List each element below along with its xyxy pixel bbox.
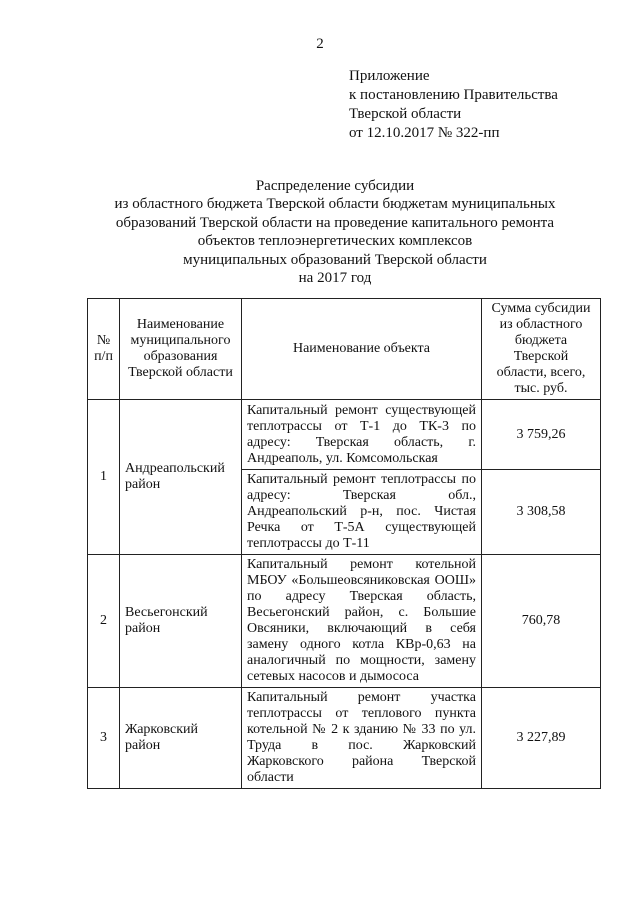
header-object: Наименование объекта bbox=[242, 299, 482, 400]
table-header-row bbox=[88, 299, 601, 400]
title-line: объектов теплоэнергетических комплексов bbox=[197, 233, 473, 250]
row-object: Капитальный ремонт участка теплотрассы от теплового пункта котельной № 2 к зданию № 33 по ул. Труда в пос. Жарковский Жарковского района Тверской области bbox=[242, 688, 482, 789]
header-num: № п/п bbox=[88, 299, 120, 400]
row-municipality: Весьегонский район bbox=[120, 555, 242, 688]
title-line: на 2017 год bbox=[298, 270, 372, 287]
header-sum: Сумма субсидии из областного бюджета Тверской области, всего, тыс. руб. bbox=[482, 299, 601, 400]
title-line: Распределение субсидии bbox=[255, 178, 415, 194]
title-line: образований Тверской области на проведение капитального ремонта bbox=[115, 214, 555, 231]
appendix-line: от 12.10.2017 № 322-пп bbox=[349, 125, 500, 141]
row-municipality: Андреапольский район bbox=[120, 400, 242, 555]
appendix-line: Тверской области bbox=[349, 106, 462, 122]
page-number: 2 bbox=[316, 36, 324, 52]
table-row bbox=[88, 688, 601, 789]
table-row bbox=[88, 400, 601, 470]
row-sum: 3 759,26 bbox=[482, 400, 601, 470]
row-num: 2 bbox=[88, 555, 120, 688]
title-line: муниципальных образований Тверской области bbox=[183, 251, 487, 268]
row-municipality: Жарковский район bbox=[120, 688, 242, 789]
row-sum: 3 227,89 bbox=[482, 688, 601, 789]
table-row bbox=[88, 555, 601, 688]
title-line: из областного бюджета Тверской области бюджетам муниципальных bbox=[114, 196, 556, 213]
appendix-line: Приложение bbox=[349, 68, 430, 84]
row-num: 1 bbox=[88, 400, 120, 555]
header-municipality: Наименование муниципального образования Тверской области bbox=[120, 299, 242, 400]
appendix-line: к постановлению Правительства bbox=[349, 87, 558, 103]
subsidy-table bbox=[87, 298, 601, 789]
row-sum: 3 308,58 bbox=[482, 470, 601, 555]
row-num: 3 bbox=[88, 688, 120, 789]
appendix-block bbox=[349, 67, 558, 143]
row-object: Капитальный ремонт существующей теплотрассы от Т-1 до ТК-3 по адресу: Тверская область, г. Андреаполь, ул. Комсомольская bbox=[242, 400, 482, 470]
row-sum: 760,78 bbox=[482, 555, 601, 688]
row-object: Капитальный ремонт котельной МБОУ «Большеовсяниковская ООШ» по адресу Тверская область, Весьегонский район, с. Большие Овсяники, включающий в себя замену одного котла КВр-0,63 на аналогичный по мощности, замену сетевых насосов и дымососа bbox=[242, 555, 482, 688]
document-title bbox=[70, 177, 600, 287]
row-object: Капитальный ремонт теплотрассы по адресу: Тверская обл., Андреапольский р-н, пос. Чистая Речка от Т-5А существующей теплотрассы до Т-11 bbox=[242, 470, 482, 555]
